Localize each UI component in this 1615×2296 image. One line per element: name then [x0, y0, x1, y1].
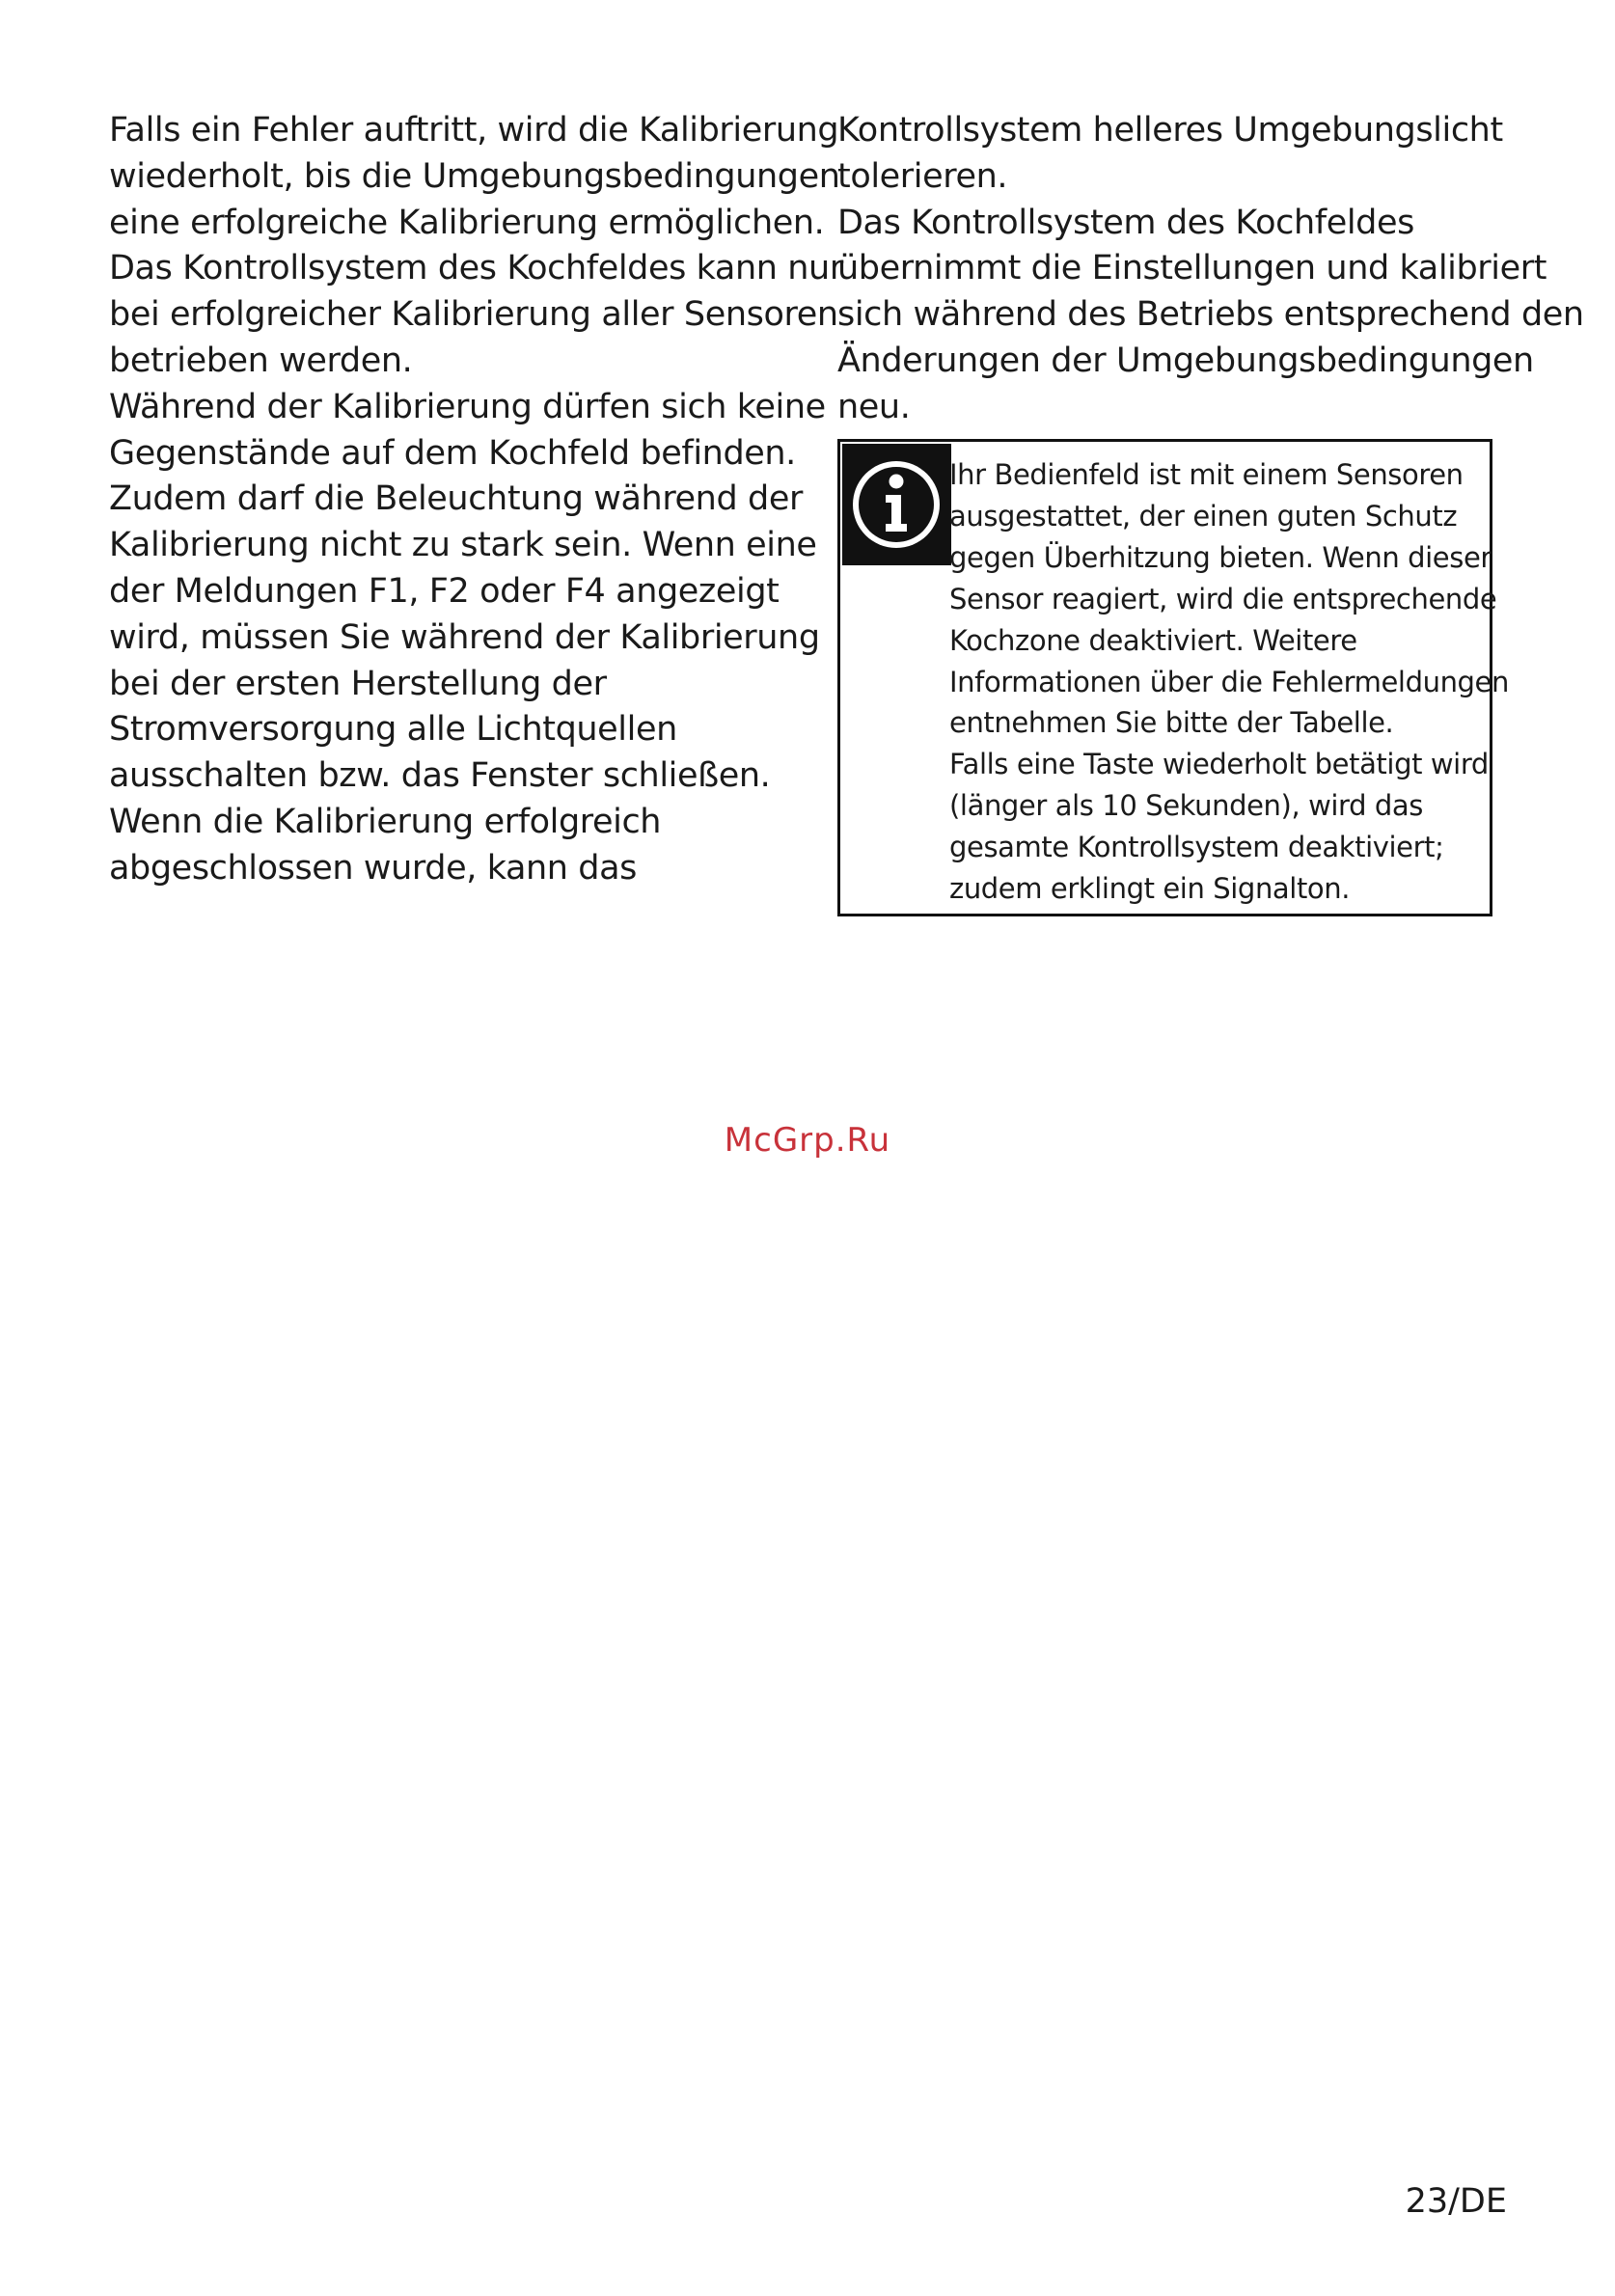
- info-note-box: [837, 439, 1509, 916]
- note-line: zudem erklingt ein Signalton.: [949, 872, 1351, 906]
- text-line: bei erfolgreicher Kalibrierung aller Sensoren: [109, 295, 838, 335]
- text-line: wird, müssen Sie während der Kalibrierung: [109, 617, 820, 657]
- note-line: ausgestattet, der einen guten Schutz: [949, 499, 1458, 533]
- text-line: Gegenstände auf dem Kochfeld befinden.: [109, 433, 796, 473]
- text-line: Falls ein Fehler auftritt, wird die Kalibrierung: [109, 111, 839, 150]
- note-line: (länger als 10 Sekunden), wird das: [949, 789, 1423, 823]
- text-line: ausschalten bzw. das Fenster schließen.: [109, 756, 771, 796]
- text-line: abgeschlossen wurde, kann das: [109, 848, 637, 888]
- note-line: Ihr Bedienfeld ist mit einem Sensoren: [949, 458, 1464, 491]
- text-line: der Meldungen F1, F2 oder F4 angezeigt: [109, 571, 780, 611]
- note-line: Sensor reagiert, wird die entsprechende: [949, 582, 1497, 615]
- text-line: Änderungen der Umgebungsbedingungen: [837, 341, 1534, 380]
- text-line: übernimmt die Einstellungen und kalibriert: [837, 249, 1547, 288]
- info-icon: [842, 444, 951, 565]
- text-line: Wenn die Kalibrierung erfolgreich: [109, 802, 662, 841]
- text-line: Stromversorgung alle Lichtquellen: [109, 710, 677, 750]
- text-line: Zudem darf die Beleuchtung während der: [109, 479, 803, 519]
- text-line: Kalibrierung nicht zu stark sein. Wenn eine: [109, 526, 817, 565]
- watermark-text: McGrp.Ru: [724, 1121, 891, 1160]
- text-line: wiederholt, bis die Umgebungsbedingungen: [109, 156, 840, 196]
- info-icon-graphic: [842, 444, 951, 565]
- note-line: gesamte Kontrollsystem deaktiviert;: [949, 831, 1444, 864]
- page-number: 23/DE: [1405, 2182, 1507, 2221]
- text-line: eine erfolgreiche Kalibrierung ermöglichen.: [109, 203, 825, 242]
- note-line: entnehmen Sie bitte der Tabelle.: [949, 706, 1394, 740]
- text-line: sich während des Betriebs entsprechend den: [837, 295, 1584, 335]
- note-line: Falls eine Taste wiederholt betätigt wird: [949, 748, 1489, 781]
- note-line: gegen Überhitzung bieten. Wenn dieser: [949, 540, 1492, 574]
- note-line: Kochzone deaktiviert. Weitere: [949, 623, 1357, 657]
- left-text-column: [109, 108, 843, 892]
- text-line: Kontrollsystem helleres Umgebungslicht: [837, 111, 1503, 150]
- text-line: Das Kontrollsystem des Kochfeldes kann nur: [109, 249, 843, 288]
- text-line: tolerieren.: [837, 156, 1008, 196]
- text-line: betrieben werden.: [109, 341, 413, 380]
- text-line: Während der Kalibrierung dürfen sich keine: [109, 387, 826, 426]
- text-line: neu.: [837, 387, 911, 426]
- right-text-column: [837, 108, 1584, 431]
- info-note-text: [949, 454, 1509, 910]
- text-line: bei der ersten Herstellung der: [109, 664, 607, 703]
- text-line: Das Kontrollsystem des Kochfeldes: [837, 203, 1414, 242]
- note-line: Informationen über die Fehlermeldungen: [949, 665, 1509, 698]
